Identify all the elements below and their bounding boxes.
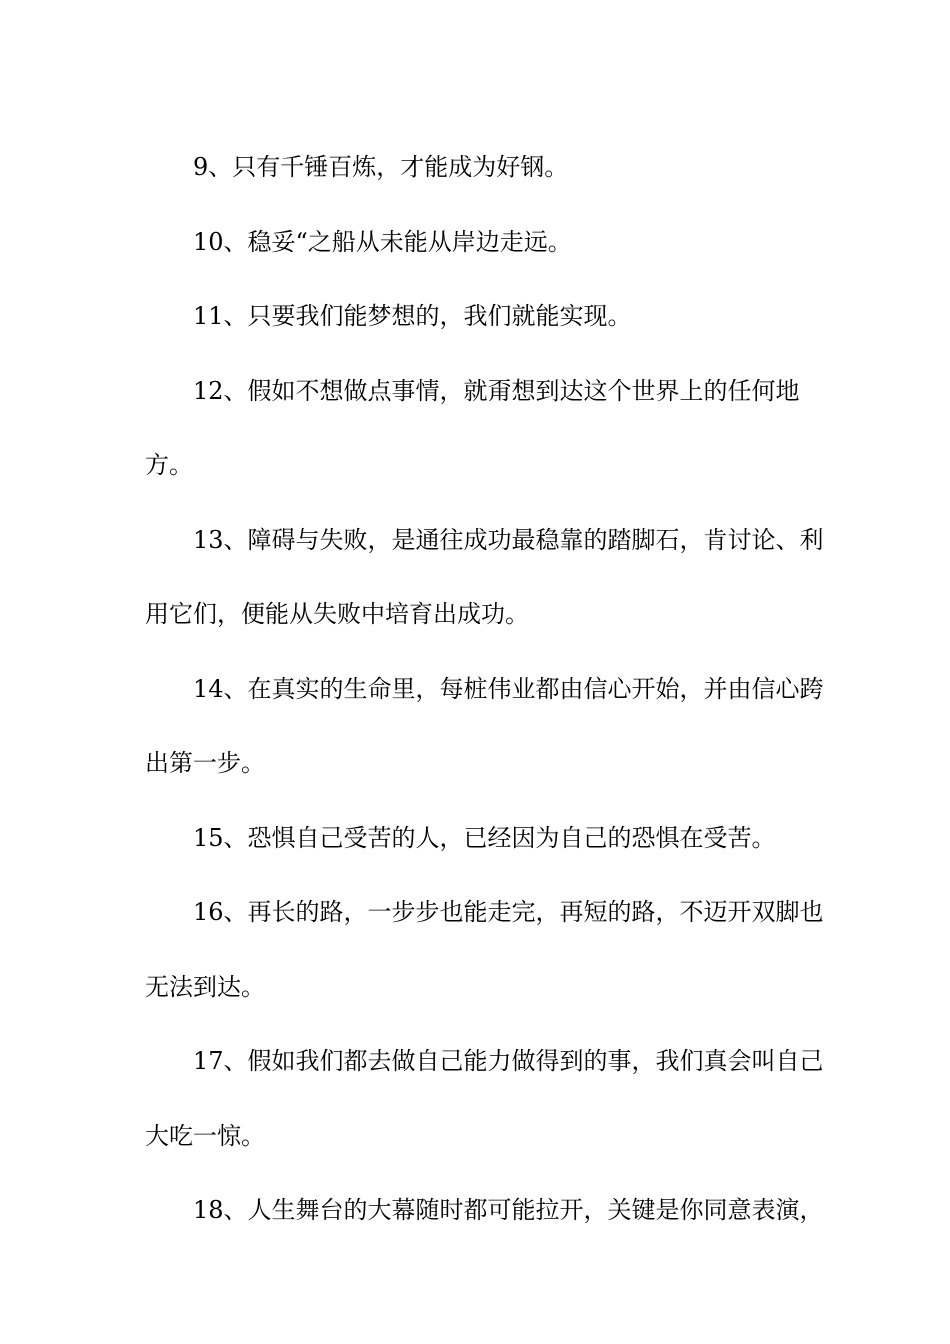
paragraph-11: 11、只要我们能梦想的，我们就能实现。: [193, 302, 632, 330]
document-body: [145, 130, 825, 1248]
paragraph-15: 15、恐惧自己受苦的人，已经因为自己的恐惧在受苦。: [193, 823, 776, 852]
paragraph-18: 18、人生舞台的大幕随时都可能拉开，关键是你同意表演，: [193, 1196, 824, 1224]
paragraph-10: 10、稳妥“之船从未能从岸边走远。: [193, 227, 572, 256]
paragraph-12: 12、假如不想做点事情，就甭想到达这个世界上的任何地方。: [145, 376, 800, 479]
paragraph-14: 14、在真实的生命里，每桩伟业都由信心开始，并由信心跨出第一步。: [145, 674, 824, 777]
paragraph-13: 13、障碍与失败，是通往成功最稳靠的踏脚石，肯讨论、利用它们，便能从失败中培育出成功。: [145, 525, 824, 628]
paragraph-16: 16、再长的路，一步步也能走完，再短的路，不迈开双脚也无法到达。: [145, 898, 824, 1001]
paragraph-17: 17、假如我们都去做自己能力做得到的事，我们真会叫自己大吃一惊。: [145, 1047, 824, 1150]
paragraph-9: 9、只有千锤百炼，才能成为好钢。: [193, 153, 569, 181]
